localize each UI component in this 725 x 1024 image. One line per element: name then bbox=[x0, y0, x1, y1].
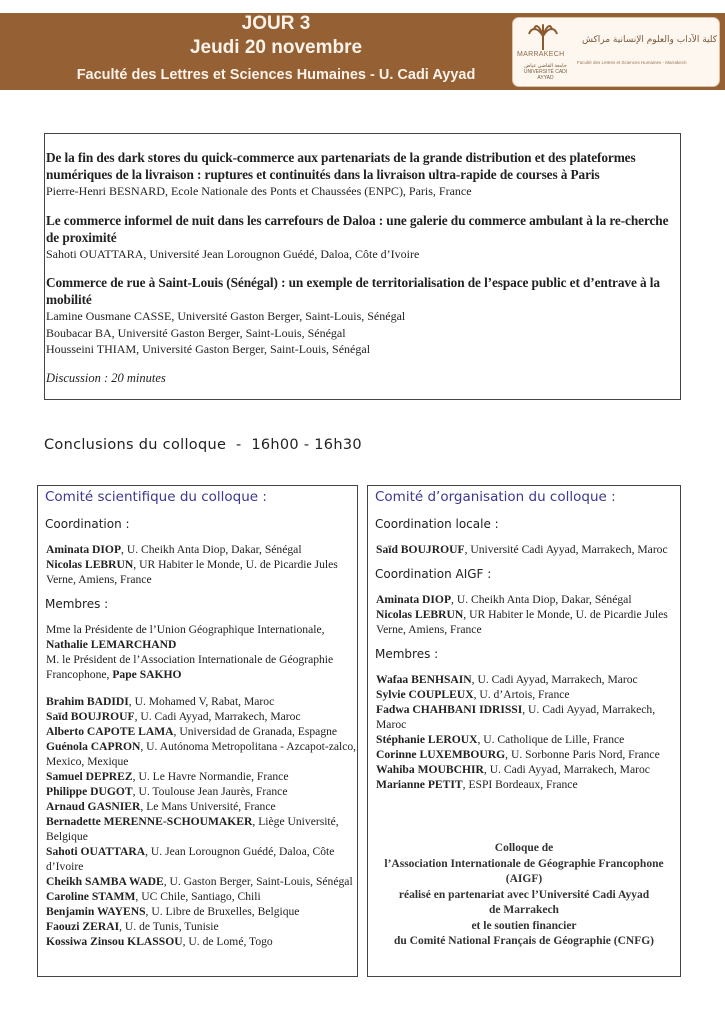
person-entry bbox=[376, 672, 680, 687]
aigf-coordination-list bbox=[369, 592, 680, 637]
person-entry bbox=[376, 687, 680, 702]
person-entry bbox=[46, 919, 357, 934]
talk-item bbox=[46, 274, 680, 358]
person-name: Nicolas LEBRUN bbox=[46, 558, 134, 571]
person-name: Fadwa CHAHBANI IDRISSI bbox=[376, 703, 523, 716]
person-affiliation: , U. Autónoma Metropolitana - Azcapot-zalco, Mexico, Mexique bbox=[46, 740, 357, 768]
organizing-committee-box bbox=[367, 485, 681, 977]
person-entry bbox=[376, 607, 680, 637]
person-affiliation: , U. Cheikh Anta Diop, Dakar, Sénégal bbox=[451, 593, 632, 606]
person-name: Marianne PETIT bbox=[376, 778, 463, 791]
local-coordination-label: Coordination locale : bbox=[375, 517, 499, 531]
person-entry bbox=[46, 874, 357, 889]
header-titles bbox=[0, 13, 552, 86]
logo-subtitle: Faculté des Lettres et Sciences Humaines - Marrakech bbox=[577, 60, 687, 65]
talk-title: Le commerce informel de nuit dans les carrefours de Daloa : une galerie du commerce ambulant à la re-cherche de proximité bbox=[46, 212, 669, 245]
person-affiliation: , U. Catholique de Lille, France bbox=[477, 733, 625, 746]
talk-item bbox=[46, 212, 680, 263]
presidents-list bbox=[39, 622, 357, 682]
aigf-coordination-label: Coordination AIGF : bbox=[375, 567, 492, 581]
coordination-label: Coordination : bbox=[45, 517, 130, 531]
credits-line: (AIGF) bbox=[505, 873, 543, 885]
person-entry bbox=[46, 814, 357, 844]
person-name: Aminata DIOP bbox=[376, 593, 452, 606]
logo-city: MARRAKECH bbox=[517, 51, 565, 58]
person-entry bbox=[46, 799, 357, 814]
person-entry bbox=[46, 769, 357, 784]
person-role: M. le Président de l’Association Internationale de Géographie Francophone, bbox=[46, 653, 334, 681]
person-name: Alberto CAPOTE LAMA bbox=[46, 725, 174, 738]
person-entry bbox=[376, 542, 680, 557]
person-entry bbox=[46, 694, 357, 709]
person-affiliation: , U. Gaston Berger, Saint-Louis, Sénégal bbox=[163, 875, 353, 888]
scientific-committee-title: Comité scientifique du colloque : bbox=[45, 489, 267, 505]
person-entry bbox=[376, 592, 680, 607]
talk-author: Lamine Ousmane CASSE, Université Gaston Berger, Saint-Louis, Sénégal bbox=[46, 309, 406, 323]
credits-line: Colloque de bbox=[494, 842, 554, 854]
talk-author: Pierre-Henri BESNARD, Ecole Nationale des Ponts et Chaussées (ENPC), Paris, France bbox=[46, 184, 472, 198]
person-affiliation: , Universidad de Granada, Espagne bbox=[173, 725, 338, 738]
person-affiliation: , U. Le Havre Normandie, France bbox=[132, 770, 289, 783]
person-affiliation: , Liège Université, Belgique bbox=[46, 815, 339, 843]
person-affiliation: , U. de Tunis, Tunisie bbox=[119, 920, 219, 933]
person-name: Wahiba MOUBCHIR bbox=[376, 763, 484, 776]
person-name: Sahoti OUATTARA bbox=[46, 845, 146, 858]
person-name: Nicolas LEBRUN bbox=[376, 608, 464, 621]
person-name: Cheikh SAMBA WADE bbox=[46, 875, 164, 888]
person-entry bbox=[46, 844, 357, 874]
person-affiliation: , ESPI Bordeaux, France bbox=[462, 778, 578, 791]
credits-line: réalisé en partenariat avec l’Université Cadi Ayyad bbox=[398, 888, 650, 901]
credits-line: de Marrakech bbox=[489, 904, 559, 916]
person-affiliation: , Université Cadi Ayyad, Marrakech, Maroc bbox=[464, 543, 668, 556]
discussion-note: Discussion : 20 minutes bbox=[46, 370, 166, 385]
person-name: Caroline STAMM bbox=[46, 890, 136, 903]
talk-title: Commerce de rue à Saint-Louis (Sénégal) : un exemple de territorialisation de l’espace public et d’entrave à la mobilité bbox=[46, 275, 660, 307]
person-affiliation: , U. Cadi Ayyad, Marrakech, Maroc bbox=[483, 763, 650, 776]
person-role: Mme la Présidente de l’Union Géographique Internationale, bbox=[46, 623, 325, 636]
person-entry bbox=[46, 739, 357, 769]
person-affiliation: , UC Chile, Santiago, Chili bbox=[135, 890, 261, 903]
talk-author: Sahoti OUATTARA, Université Jean Lorougnon Guédé, Daloa, Côte d’Ivoire bbox=[46, 246, 420, 261]
person-affiliation: , U. Mohamed V, Rabat, Maroc bbox=[128, 695, 275, 708]
person-affiliation: , U. Cadi Ayyad, Marrakech, Maroc bbox=[134, 710, 301, 723]
talk-author: Housseini THIAM, Université Gaston Berger, Saint-Louis, Sénégal bbox=[46, 342, 371, 356]
logo-arabic-title: كلية الآداب والعلوم الإنسانية مراكش bbox=[582, 35, 717, 45]
person-entry bbox=[46, 557, 357, 587]
date-label: Jeudi 20 novembre bbox=[189, 37, 363, 58]
person-entry bbox=[46, 652, 357, 682]
person-name: Corinne LUXEMBOURG bbox=[376, 748, 506, 761]
person-entry bbox=[376, 762, 680, 777]
person-affiliation: , U. Cadi Ayyad, Marrakech, Maroc bbox=[376, 703, 656, 731]
person-entry bbox=[376, 732, 680, 747]
person-name: Philippe DUGOT bbox=[46, 785, 133, 798]
person-name: Nathalie LEMARCHAND bbox=[46, 638, 177, 651]
person-affiliation: , UR Habiter le Monde, U. de Picardie Jules Verne, Amiens, France bbox=[46, 558, 338, 586]
person-entry bbox=[376, 747, 680, 762]
person-name: Arnaud GASNIER bbox=[46, 800, 141, 813]
person-affiliation: , UR Habiter le Monde, U. de Picardie Jules Verne, Amiens, France bbox=[376, 608, 668, 636]
members-label: Membres : bbox=[45, 597, 109, 611]
person-entry bbox=[46, 709, 357, 724]
day-label: JOUR 3 bbox=[241, 13, 311, 34]
person-entry bbox=[46, 889, 357, 904]
members-list bbox=[39, 694, 357, 949]
person-affiliation: , U. Sorbonne Paris Nord, France bbox=[505, 748, 660, 761]
talk-title: De la fin des dark stores du quick-commerce aux partenariats de la grande distribution et des plateformes numériques de la livraison : ruptures et continuités dans la livraison ultra-rapide de courses à Paris bbox=[46, 150, 636, 182]
person-affiliation: , U. de Lomé, Togo bbox=[182, 935, 273, 948]
person-entry bbox=[46, 724, 357, 739]
person-affiliation: , U. Jean Lorougnon Guédé, Daloa, Côte d’Ivoire bbox=[46, 845, 335, 873]
person-name: Sylvie COUPLEUX bbox=[376, 688, 474, 701]
logo-university: جامعة القاضي عياض UNIVERSITÉ CADI AYYAD bbox=[523, 63, 568, 81]
person-entry bbox=[46, 934, 357, 949]
talk-author: Boubacar BA, Université Gaston Berger, Saint-Louis, Sénégal bbox=[46, 325, 346, 340]
person-name: Samuel DEPREZ bbox=[46, 770, 133, 783]
colloquium-credits bbox=[368, 841, 680, 950]
person-name: Benjamin WAYENS bbox=[46, 905, 146, 918]
person-affiliation: , U. Libre de Bruxelles, Belgique bbox=[145, 905, 300, 918]
organizing-committee-title: Comité d’organisation du colloque : bbox=[375, 489, 616, 505]
person-name: Wafaa BENHSAIN bbox=[376, 673, 472, 686]
person-entry bbox=[46, 542, 357, 557]
header-banner bbox=[0, 13, 725, 90]
person-affiliation: , Le Mans Université, France bbox=[140, 800, 276, 813]
person-affiliation: , U. Toulouse Jean Jaurès, France bbox=[132, 785, 288, 798]
person-affiliation: , U. Cheikh Anta Diop, Dakar, Sénégal bbox=[121, 543, 302, 556]
faculty-logo bbox=[512, 17, 720, 87]
venue-label: Faculté des Lettres et Sciences Humaines - U. Cadi Ayyad bbox=[76, 67, 476, 83]
coordination-list bbox=[39, 542, 357, 587]
person-name: Aminata DIOP bbox=[46, 543, 122, 556]
person-name: Kossiwa Zinsou KLASSOU bbox=[46, 935, 183, 948]
credits-line: l’Association Internationale de Géographie Francophone bbox=[384, 857, 664, 870]
talk-item bbox=[46, 149, 680, 200]
local-coordination-list bbox=[369, 542, 680, 557]
person-entry bbox=[46, 904, 357, 919]
person-name: Faouzi ZERAI bbox=[46, 920, 120, 933]
person-name: Saïd BOUJROUF bbox=[376, 543, 465, 556]
conclusions-heading: Conclusions du colloque - 16h00 - 16h30 bbox=[44, 437, 362, 453]
person-entry bbox=[376, 702, 680, 732]
person-affiliation: , U. Cadi Ayyad, Marrakech, Maroc bbox=[471, 673, 638, 686]
person-name: Pape SAKHO bbox=[112, 668, 182, 681]
members-label: Membres : bbox=[375, 647, 439, 661]
person-name: Saïd BOUJROUF bbox=[46, 710, 135, 723]
palm-logo-icon bbox=[527, 24, 559, 50]
session-box bbox=[44, 133, 681, 400]
person-name: Bernadette MERENNE-SCHOUMAKER bbox=[46, 815, 253, 828]
credits-line: et le soutien financier bbox=[471, 919, 577, 932]
person-name: Stéphanie LEROUX bbox=[376, 733, 478, 746]
person-entry bbox=[46, 622, 357, 652]
scientific-committee-box bbox=[37, 485, 358, 977]
person-affiliation: , U. d’Artois, France bbox=[473, 688, 570, 701]
person-name: Brahim BADIDI bbox=[46, 695, 129, 708]
credits-line: du Comité National Français de Géographie (CNFG) bbox=[393, 935, 654, 947]
person-name: Guénola CAPRON bbox=[46, 740, 141, 753]
person-entry bbox=[376, 777, 680, 792]
person-entry bbox=[46, 784, 357, 799]
members-list bbox=[369, 672, 680, 792]
